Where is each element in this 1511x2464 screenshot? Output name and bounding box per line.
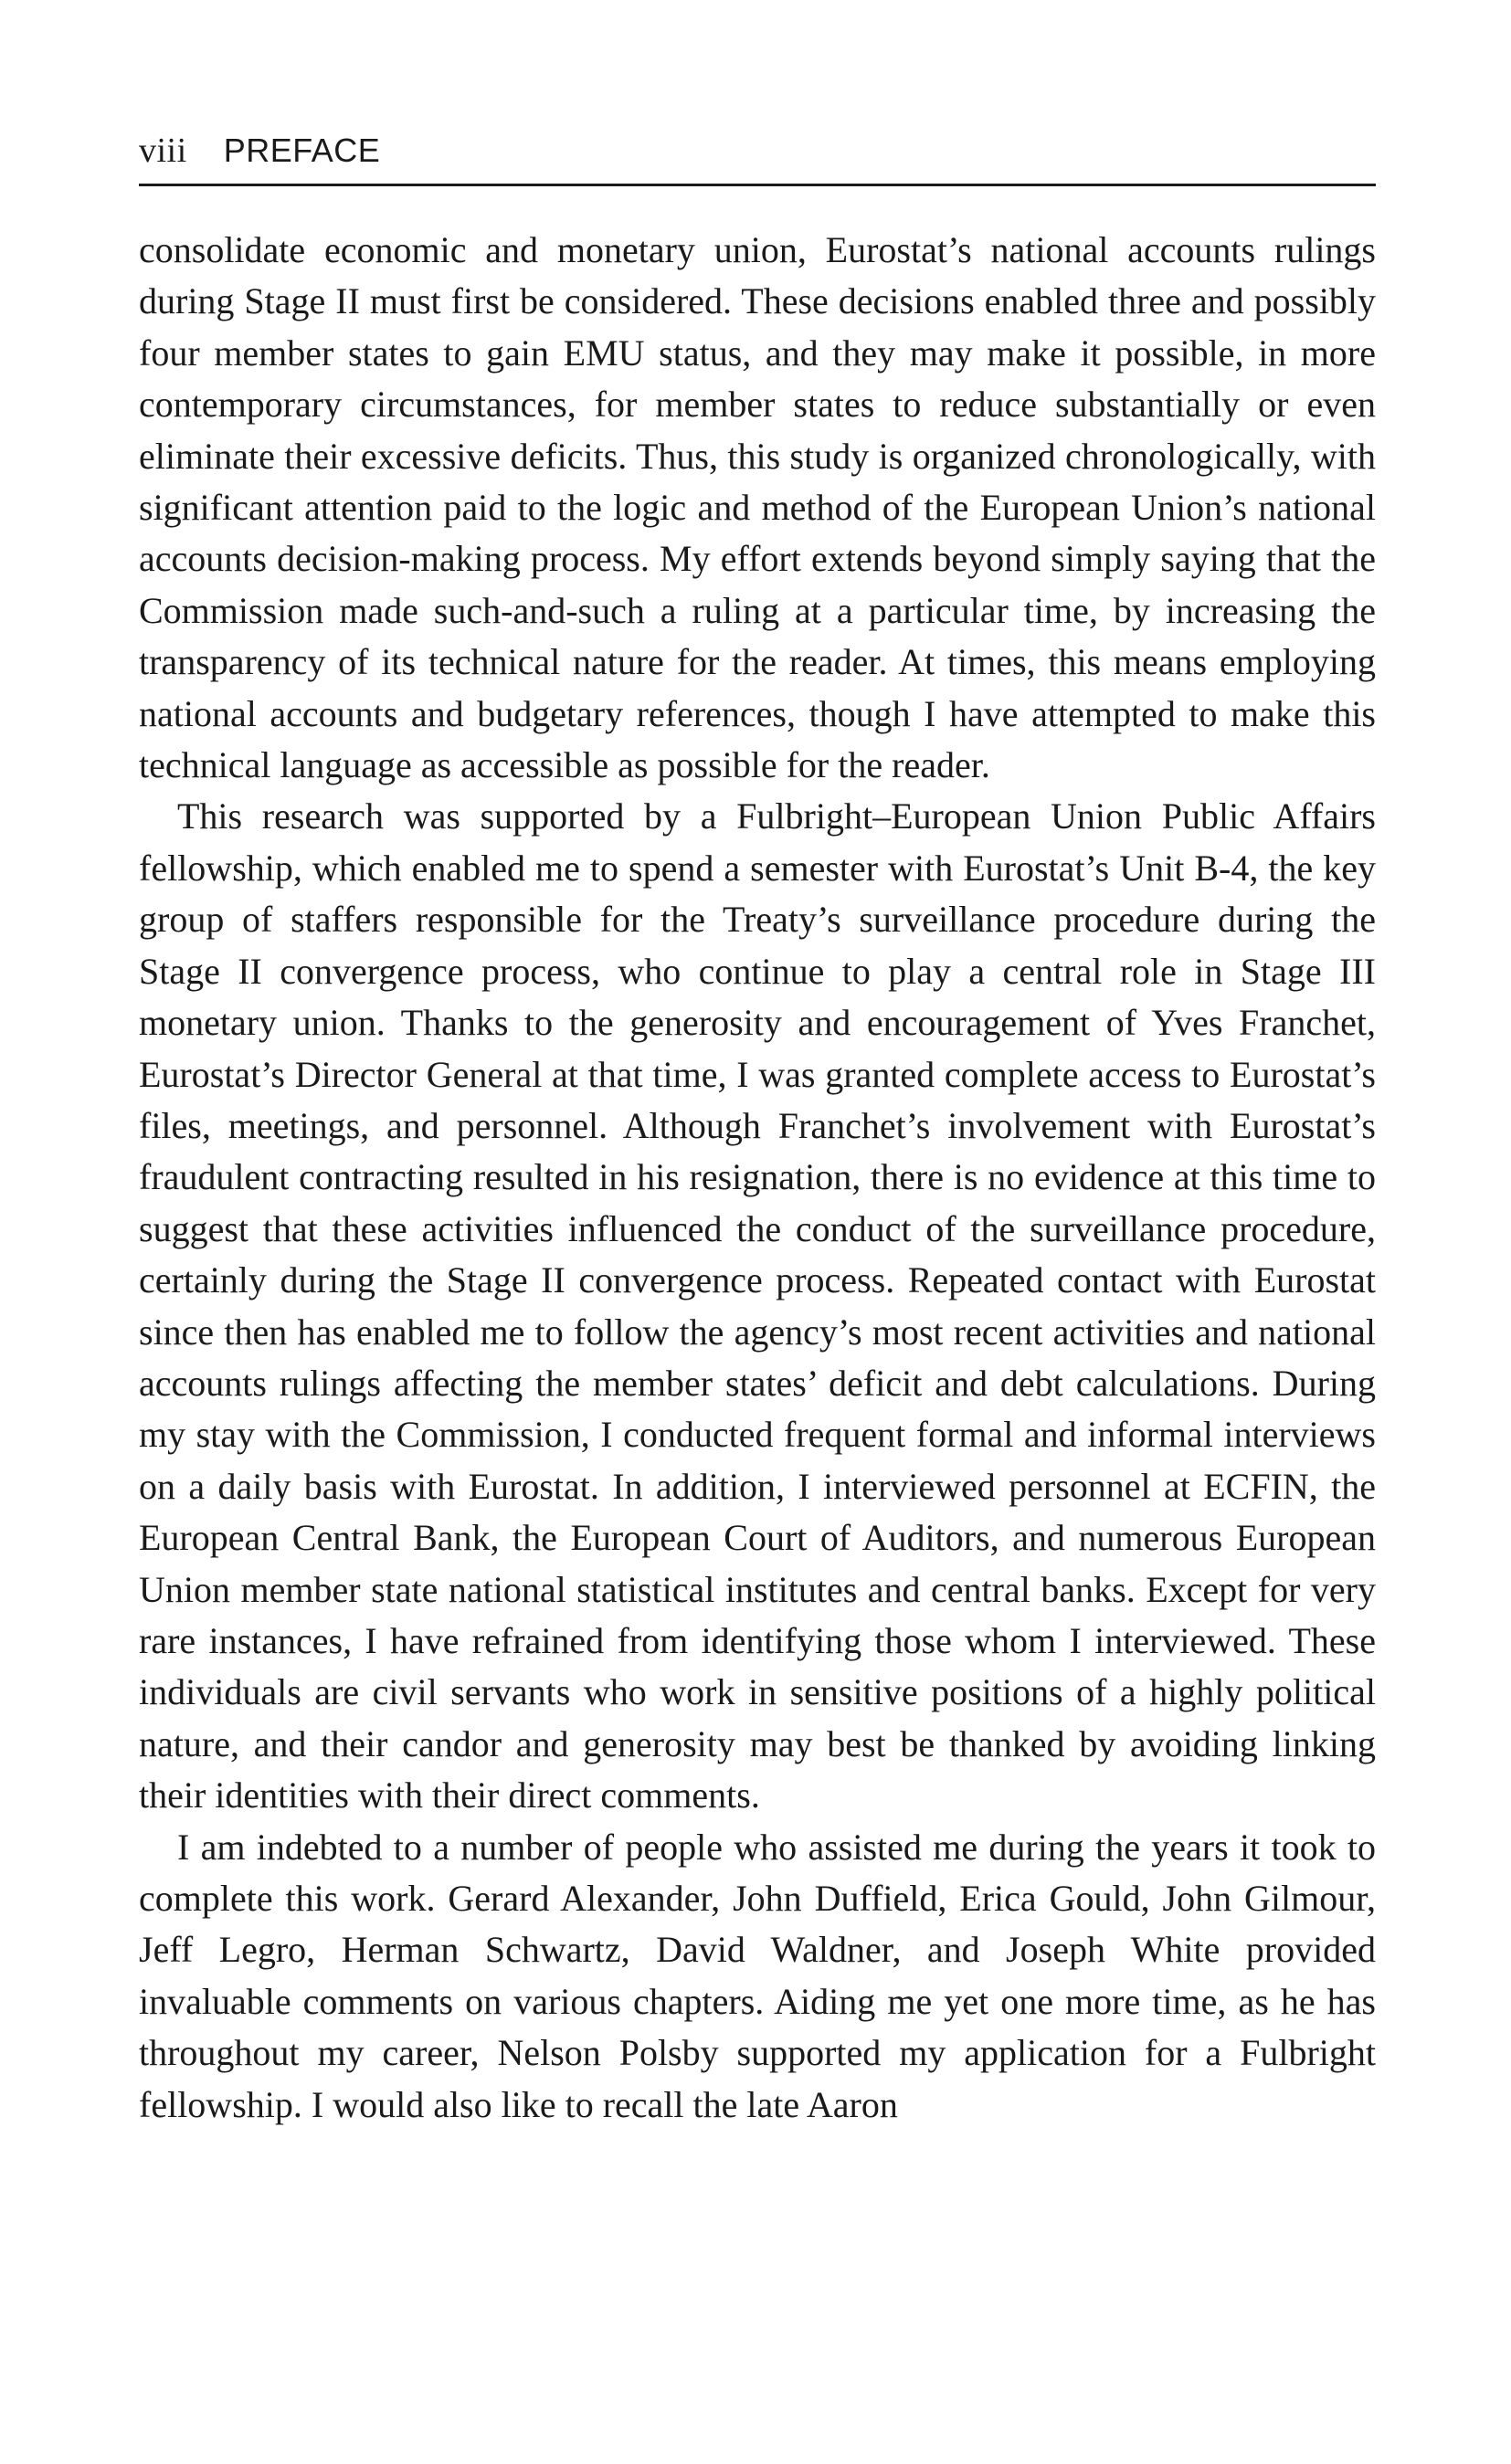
section-title: PREFACE	[223, 132, 381, 169]
running-head	[139, 130, 1376, 172]
paragraph: This research was supported by a Fulbright–European Union Public Affairs fellowship, which enabled me to spend a semester with Eurostat’s Unit B-4, the key group of staffers responsible for the Treaty’s surveillance procedure during the Stage II convergence process, who continue to play a central role in Stage III monetary union. Thanks to the generosity and encouragement of Yves Franchet, Eurostat’s Director General at that time, I was granted complete access to Eurostat’s files, meetings, and personnel. Although Franchet’s involvement with Eurostat’s fraudulent contracting resulted in his resignation, there is no evidence at this time to suggest that these activities influenced the conduct of the surveillance procedure, certainly during the Stage II convergence process. Repeated contact with Eurostat since then has enabled me to follow the agency’s most recent activities and national accounts rulings affecting the member states’ deficit and debt calculations. During my stay with the Commission, I conducted frequent formal and informal interviews on a daily basis with Eurostat. In addition, I interviewed personnel at ECFIN, the European Central Bank, the European Court of Auditors, and numerous European Union member state national statistical institutes and central banks. Except for very rare instances, I have refrained from identifying those whom I interviewed. These individuals are civil servants who work in sensitive positions of a highly political nature, and their candor and generosity may best be thanked by avoiding linking their identities with their direct comments.	[139, 795, 1376, 1816]
header-rule	[139, 184, 1376, 186]
body-text	[139, 225, 1376, 2131]
paragraph: consolidate economic and monetary union, Eurostat’s national accounts rulings during Stage II must first be considered. These decisions enabled three and possibly four member states to gain EMU status, and they may make it possible, in more contemporary circumstances, for member states to reduce substantially or even eliminate their excessive deficits. Thus, this study is organized chronologically, with significant attention paid to the logic and method of the European Union’s national accounts decision-making process. My effort extends beyond simply saying that the Commission made such-and-such a ruling at a particular time, by increasing the transparency of its technical nature for the reader. At times, this means employing national accounts and budgetary references, though I have attempted to make this technical language as accessible as possible for the reader.	[139, 229, 1376, 786]
page-number: viii	[139, 132, 187, 170]
paragraph: I am indebted to a number of people who assisted me during the years it took to complete this work. Gerard Alexander, John Duffield, Erica Gould, John Gilmour, Jeff Legro, Herman Schwartz, David Waldner, and Joseph White provided invaluable comments on various chapters. Aiding me yet one more time, as he has throughout my career, Nelson Polsby supported my application for a Fulbright fellowship. I would also like to recall the late Aaron	[139, 1826, 1376, 2125]
